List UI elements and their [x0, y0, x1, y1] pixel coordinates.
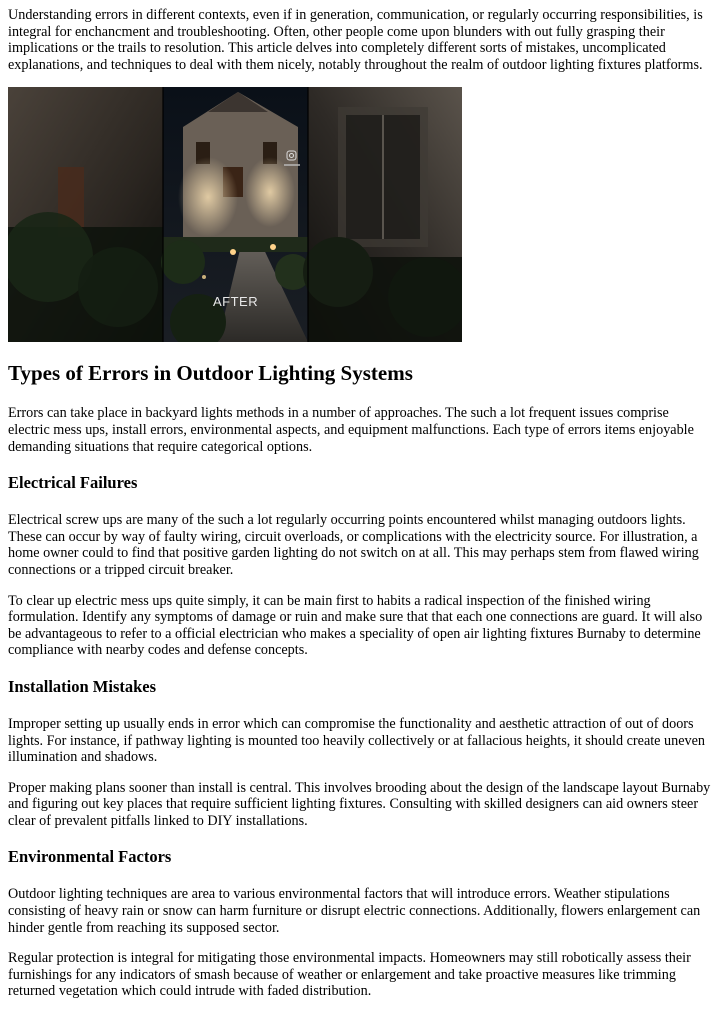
- section-heading-electrical: Electrical Failures: [8, 473, 138, 493]
- section-heading-environmental: Environmental Factors: [8, 847, 172, 867]
- section-heading-installation: Installation Mistakes: [8, 676, 157, 696]
- main-heading: Types of Errors in Outdoor Lighting Systems: [8, 361, 413, 386]
- after-label: AFTER: [213, 294, 259, 310]
- installation-paragraph-1: Improper setting up usually ends in error which can compromise the functionality and aesthetic attraction of out of doors lights. For instance, if pathway lighting is mounted too heavily collectively or at fallacious heights, it should create uneven illumination and shadows.: [8, 715, 705, 766]
- environmental-paragraph-2: Regular protection is integral for mitigating those environmental impacts. Homeowners may still robotically assess their furnishings for any indicators of smash because of weather or enlargement and take proactive measures like trimming returned vegetation which could intrude with faded distribution.: [8, 950, 691, 1000]
- types-paragraph: Errors can take place in backyard lights methods in a number of approaches. The such a lot frequent issues comprise electric mess ups, install errors, environmental aspects, and equipment malfunctions. Each type of errors items enjoyable demanding situations that require categorical options.: [8, 405, 694, 455]
- intro-paragraph: Understanding errors in different contexts, even if in generation, communication, or regularly occurring responsibilities, is integral for enchancment and troubleshooting. Often, other people come upon blunders with out fully grasping their implications or the trails to resolution. This article delves into completely different sorts of mistakes, uncomplicated explanations, and techniques to deal with them nicely, notably throughout the realm of outdoor lighting fixtures platforms.: [8, 7, 703, 73]
- installation-paragraph-2: Proper making plans sooner than install is central. This involves brooding about the design of the landscape layout Burnaby and figuring out key places that require sufficient lighting fixtures. Consulting with skilled designers can aid owners steer clear of prevalent pitfalls linked to DIY installations.: [8, 779, 711, 829]
- environmental-paragraph-1: Outdoor lighting techniques are area to various environmental factors that will introduce errors. Weather stipulations consisting of heavy rain or snow can harm furniture or disrupt electric connections. Additionally, flowers enlargement can hinder gentle from reaching its supposed sector.: [8, 886, 701, 936]
- lighting-photo: [8, 87, 462, 342]
- electrical-paragraph-2: To clear up electric mess ups quite simply, it can be main first to habits a radical inspection of the finished wiring formulation. Identify any symptoms of damage or ruin and make sure that that each one connections are guard. It will also be advantageous to refer to a official electrician who makes a speciality of open air lighting fixtures Burnaby to determine compliance with nearby codes and defense concepts.: [8, 592, 703, 659]
- electrical-paragraph-1: Electrical screw ups are many of the such a lot regularly occurring points encountered whilst managing outdoors lights. These can occur by way of faulty wiring, circuit overloads, or complications with the electricity source. For illustration, a home owner could to find that positive garden lighting do not switch on at all. This may perhaps stem from flawed wiring connections or a tripped circuit breaker.: [8, 512, 699, 578]
